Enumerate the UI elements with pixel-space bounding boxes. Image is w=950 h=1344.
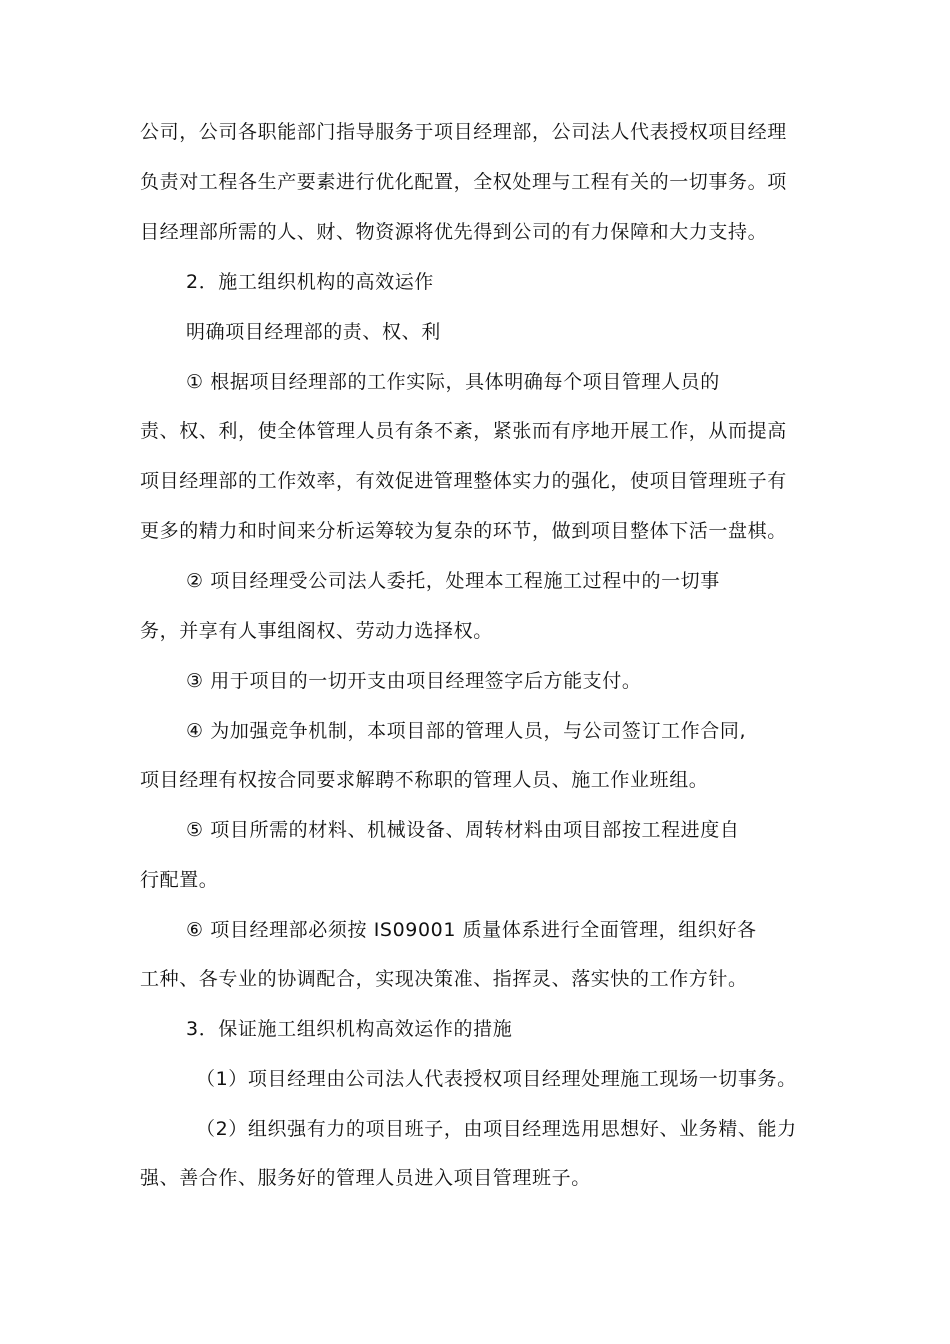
text-line: 工种、各专业的协调配合，实现决策准、指挥灵、落实快的工作方针。	[140, 968, 748, 990]
list-item: （2）组织强有力的项目班子，由项目经理选用思想好、业务精、能力	[196, 1118, 797, 1140]
list-item: ① 根据项目经理部的工作实际，具体明确每个项目管理人员的	[186, 371, 720, 393]
list-item: ② 项目经理受公司法人委托，处理本工程施工过程中的一切事	[186, 570, 720, 592]
section-heading: 3．保证施工组织机构高效运作的措施	[186, 1018, 513, 1040]
list-item: ③ 用于项目的一切开支由项目经理签字后方能支付。	[186, 670, 642, 692]
list-item: ④ 为加强竞争机制，本项目部的管理人员，与公司签订工作合同,	[186, 720, 747, 742]
text-line: 务，并享有人事组阁权、劳动力选择权。	[140, 620, 493, 642]
section-heading: 2．施工组织机构的高效运作	[186, 271, 434, 293]
text-line: 目经理部所需的人、财、物资源将优先得到公司的有力保障和大力支持。	[140, 221, 768, 243]
text-line: 负责对工程各生产要素进行优化配置，全权处理与工程有关的一切事务。项	[140, 171, 787, 193]
text-line: 项目经理有权按合同要求解聘不称职的管理人员、施工作业班组。	[140, 769, 709, 791]
text-line: 责、权、利，使全体管理人员有条不紊，紧张而有序地开展工作，从而提高	[140, 420, 787, 442]
text-line: 更多的精力和时间来分析运筹较为复杂的环节，做到项目整体下活一盘棋。	[140, 520, 787, 542]
text-line: 项目经理部的工作效率，有效促进管理整体实力的强化，使项目管理班子有	[140, 470, 787, 492]
list-item: ⑥ 项目经理部必须按 IS09001 质量体系进行全面管理，组织好各	[186, 919, 757, 941]
list-item: ⑤ 项目所需的材料、机械设备、周转材料由项目部按工程进度自	[186, 819, 740, 841]
list-item: （1）项目经理由公司法人代表授权项目经理处理施工现场一切事务。	[196, 1068, 797, 1090]
text-line: 公司，公司各职能部门指导服务于项目经理部，公司法人代表授权项目经理	[140, 121, 787, 143]
text-line: 行配置。	[140, 869, 219, 891]
subheading: 明确项目经理部的责、权、利	[186, 321, 441, 343]
text-line: 强、善合作、服务好的管理人员进入项目管理班子。	[140, 1167, 591, 1189]
